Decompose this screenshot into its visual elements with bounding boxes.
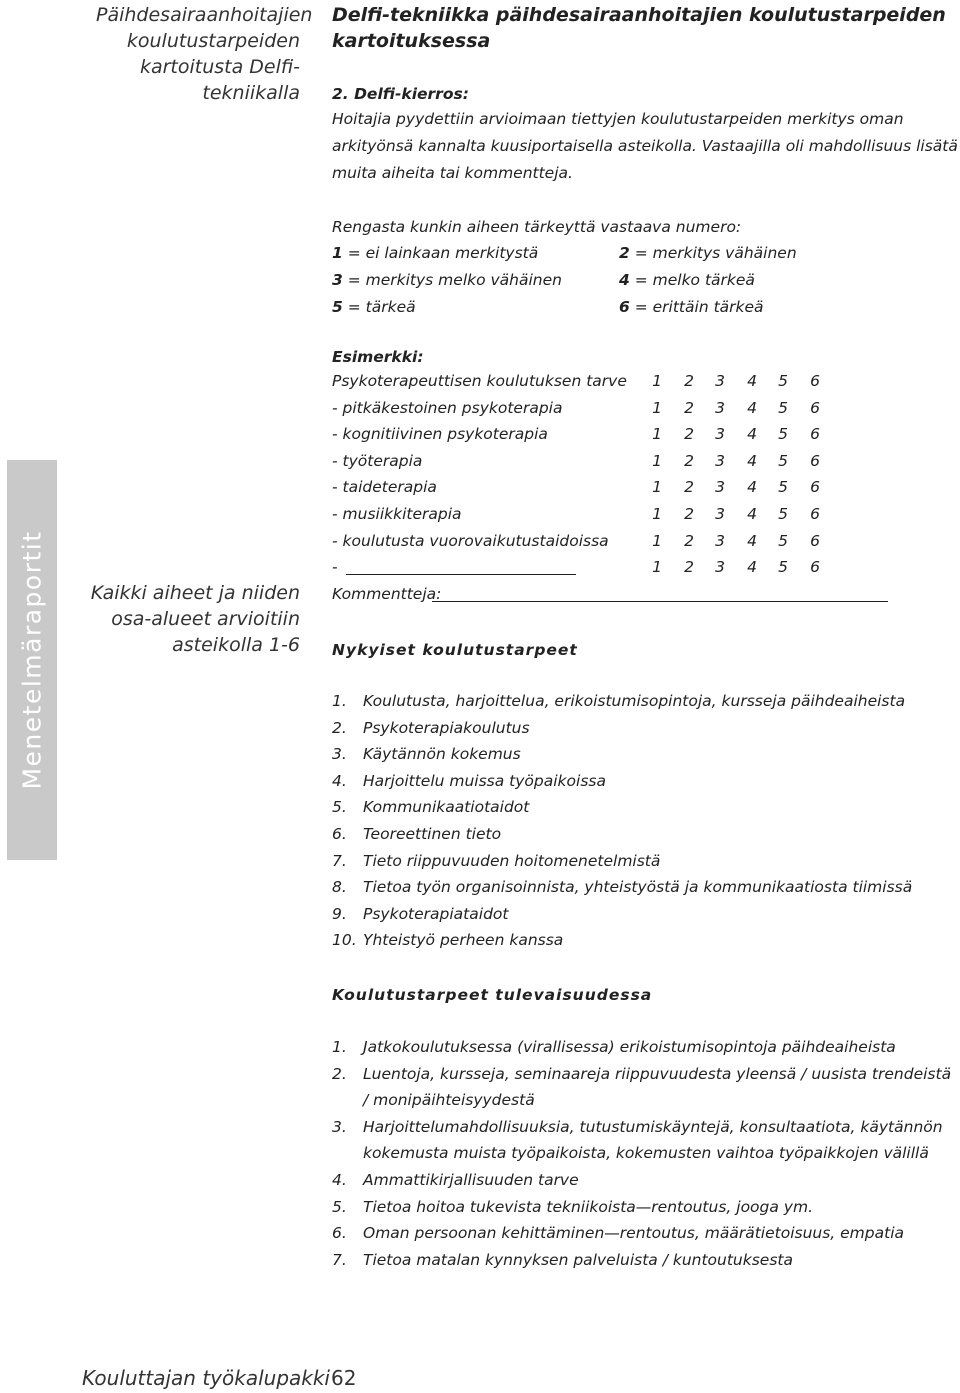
list-text: Jatkokoulutuksessa (virallisessa) erikoistumisopintoja päihdeaiheista	[363, 1038, 896, 1056]
example-row-label: - työterapia	[332, 451, 423, 470]
comment-row	[332, 585, 958, 612]
list-text: Tieto riippuvuuden hoitomenetelmistä	[363, 851, 661, 870]
rating-option[interactable]: 6	[810, 398, 820, 417]
section-tab	[7, 460, 57, 860]
rating-option[interactable]: 3	[715, 504, 725, 523]
rating-option[interactable]: 2	[684, 425, 694, 444]
scale-num: 5	[332, 298, 343, 316]
future-need-item	[332, 1061, 958, 1114]
list-number: 4.	[332, 771, 347, 790]
rating-option[interactable]: 5	[778, 372, 788, 390]
rating-option[interactable]: 1	[652, 504, 662, 523]
rating-option[interactable]: 6	[810, 425, 820, 444]
future-needs-heading: Koulutustarpeet tulevaisuudessa	[332, 986, 653, 1004]
current-need-item	[332, 874, 958, 901]
list-text: Harjoittelu muissa työpaikoissa	[363, 771, 606, 790]
rating-option[interactable]: 6	[810, 372, 820, 390]
list-text: Luentoja, kursseja, seminaareja riippuvuudesta yleensä / uusista trendeistä / monipäihteisyydestä	[363, 1064, 952, 1110]
current-need-item	[332, 901, 958, 928]
list-number: 5.	[332, 1197, 347, 1216]
future-need-item	[332, 1034, 958, 1061]
list-number: 10.	[332, 931, 357, 950]
future-need-item	[332, 1167, 958, 1194]
current-need-item	[332, 688, 958, 715]
list-text: Kommunikaatiotaidot	[363, 798, 530, 817]
example-row	[332, 372, 958, 399]
current-need-item	[332, 821, 958, 848]
rating-option[interactable]: 3	[715, 558, 725, 577]
current-need-item	[332, 768, 958, 795]
rating-option[interactable]: 1	[652, 478, 662, 497]
scale-text: = ei lainkaan merkitystä	[342, 244, 539, 262]
list-text: Teoreettinen tieto	[363, 824, 502, 843]
scale-text: = melko tärkeä	[629, 271, 755, 289]
rating-option[interactable]: 2	[684, 478, 694, 497]
rating-option[interactable]: 3	[715, 398, 725, 417]
comment-field[interactable]	[432, 587, 888, 602]
scale-text: = erittäin tärkeä	[629, 298, 764, 316]
list-text: Käytännön kokemus	[363, 745, 521, 764]
example-row	[332, 532, 958, 559]
example-row	[332, 478, 958, 505]
example-row	[332, 425, 958, 452]
list-number: 8.	[332, 878, 347, 897]
rating-option[interactable]: 2	[684, 451, 694, 470]
example-row-label: - musiikkiterapia	[332, 504, 462, 523]
rating-option[interactable]: 3	[715, 425, 725, 444]
rating-option[interactable]: 3	[715, 478, 725, 497]
instruction-block	[332, 214, 958, 321]
list-text: Harjoittelumahdollisuuksia, tutustumiskäyntejä, konsultaatiota, käytännön kokemusta muista työpaikoista, kokemusten vaihtoa työpaikkojen välillä	[363, 1117, 943, 1163]
list-number: 7.	[332, 1250, 347, 1269]
rating-option[interactable]: 2	[684, 558, 694, 577]
current-need-item	[332, 741, 958, 768]
list-number: 5.	[332, 798, 347, 817]
rating-option[interactable]: 2	[684, 531, 694, 550]
rating-option[interactable]: 6	[810, 531, 820, 550]
example-list	[332, 372, 958, 611]
fill-in-line[interactable]	[346, 560, 576, 575]
rating-option[interactable]: 4	[747, 425, 757, 444]
rating-option[interactable]: 6	[810, 478, 820, 497]
current-need-item	[332, 794, 958, 821]
list-number: 1.	[332, 692, 347, 710]
rating-option[interactable]: 5	[778, 425, 788, 444]
rating-option[interactable]: 2	[684, 398, 694, 417]
rating-option[interactable]: 5	[778, 558, 788, 577]
example-row	[332, 505, 958, 532]
future-needs-list	[332, 1034, 958, 1273]
scale-num: 2	[619, 244, 630, 262]
example-row	[332, 452, 958, 479]
rating-option[interactable]: 4	[747, 531, 757, 550]
rating-option[interactable]: 4	[747, 398, 757, 417]
list-text: Psykoterapiataidot	[363, 904, 509, 923]
section-tab-label: Menetelmäraportit	[17, 530, 47, 790]
future-need-item	[332, 1220, 958, 1247]
scale-num: 6	[619, 298, 630, 316]
rating-option[interactable]: 1	[652, 425, 662, 444]
list-text: Psykoterapiakoulutus	[363, 718, 530, 737]
rating-option[interactable]: 1	[652, 398, 662, 417]
rating-option[interactable]: 3	[715, 531, 725, 550]
scale-text: = merkitys vähäinen	[629, 244, 797, 262]
scale-num: 1	[332, 244, 343, 262]
example-heading: Esimerkki:	[332, 348, 424, 366]
example-row-label: - koulutusta vuorovaikutustaidoissa	[332, 531, 609, 550]
list-number: 4.	[332, 1170, 347, 1189]
example-row-label: - pitkäkestoinen psykoterapia	[332, 398, 563, 417]
rating-option[interactable]: 5	[778, 451, 788, 470]
current-needs-heading: Nykyiset koulutustarpeet	[332, 641, 578, 659]
rating-option[interactable]: 5	[778, 531, 788, 550]
comment-label: Kommentteja:	[332, 584, 442, 603]
page-title: Delfi-tekniikka päihdesairaanhoitajien koulutustarpeiden kartoituksessa	[332, 4, 946, 52]
example-row	[332, 399, 958, 426]
example-row-label: - taideterapia	[332, 478, 437, 497]
current-needs-list	[332, 688, 958, 954]
example-row-label: Psykoterapeuttisen koulutuksen tarve	[332, 372, 627, 390]
list-text: Tietoa hoitoa tukevista tekniikoista—rentoutus, jooga ym.	[363, 1197, 813, 1216]
rating-option[interactable]: 4	[747, 478, 757, 497]
list-number: 9.	[332, 904, 347, 923]
list-number: 2.	[332, 1064, 347, 1083]
example-row	[332, 558, 958, 585]
scale-legend	[332, 240, 958, 321]
list-text: Yhteistyö perheen kanssa	[363, 931, 564, 950]
list-text: Tietoa matalan kynnyksen palveluista / kuntoutuksesta	[363, 1250, 793, 1269]
current-need-item	[332, 715, 958, 742]
rating-option[interactable]: 4	[747, 504, 757, 523]
future-needs-section	[332, 982, 958, 1273]
current-need-item	[332, 848, 958, 875]
current-need-item	[332, 927, 958, 954]
rating-option[interactable]: 3	[715, 372, 725, 390]
rating-option[interactable]: 1	[652, 531, 662, 550]
list-text: Ammattikirjallisuuden tarve	[363, 1170, 579, 1189]
future-need-item	[332, 1247, 958, 1274]
list-number: 1.	[332, 1038, 347, 1056]
rating-option[interactable]: 1	[652, 558, 662, 577]
rating-option[interactable]: 5	[778, 398, 788, 417]
scale-text: = merkitys melko vähäinen	[342, 271, 562, 289]
example-row-label: -	[332, 558, 338, 577]
rating-option[interactable]: 6	[810, 504, 820, 523]
instruction-text: Rengasta kunkin aiheen tärkeyttä vastaava numero:	[332, 218, 742, 236]
list-text: Oman persoonan kehittäminen—rentoutus, määrätietoisuus, empatia	[363, 1224, 905, 1243]
future-need-item	[332, 1114, 958, 1167]
list-number: 3.	[332, 1117, 347, 1136]
round-label: 2. Delfi-kierros:	[332, 85, 469, 103]
list-text: Koulutusta, harjoittelua, erikoistumisopintoja, kursseja päihdeaiheista	[363, 692, 906, 710]
rating-option[interactable]: 4	[747, 558, 757, 577]
rating-option[interactable]: 6	[810, 451, 820, 470]
list-number: 6.	[332, 1224, 347, 1243]
rating-option[interactable]: 4	[747, 451, 757, 470]
scale-num: 3	[332, 271, 343, 289]
round-description: Hoitajia pyydettiin arvioimaan tiettyjen koulutustarpeiden merkitys oman arkityönsä kannalta kuusiportaisella asteikolla. Vastaajilla oli mahdollisuus lisätä muita aiheita tai kommentteja.	[332, 110, 958, 182]
scale-num: 4	[619, 271, 630, 289]
side-note-scale: Kaikki aiheet ja niiden osa-alueet arvioitiin asteikolla 1-6	[90, 582, 300, 656]
rating-option[interactable]: 6	[810, 558, 820, 577]
rating-option[interactable]: 2	[684, 372, 694, 390]
side-note-title: Päihdesairaanhoitajien koulutustarpeiden kartoitusta Delfi-tekniikalla	[96, 4, 313, 104]
list-number: 6.	[332, 824, 347, 843]
future-need-item	[332, 1194, 958, 1221]
list-number: 2.	[332, 718, 347, 737]
rating-option[interactable]: 3	[715, 451, 725, 470]
rating-option[interactable]: 5	[778, 504, 788, 523]
list-number: 7.	[332, 851, 347, 870]
scale-text: = tärkeä	[342, 298, 416, 316]
rating-option[interactable]: 5	[778, 478, 788, 497]
rating-option[interactable]: 1	[652, 372, 662, 390]
list-text: Tietoa työn organisoinnista, yhteistyöstä ja kommunikaatiosta tiimissä	[363, 878, 913, 897]
page-number: 62	[331, 1366, 357, 1390]
rating-option[interactable]: 2	[684, 504, 694, 523]
current-needs-section	[332, 637, 958, 954]
example-row-label: - kognitiivinen psykoterapia	[332, 425, 548, 444]
rating-option[interactable]: 1	[652, 451, 662, 470]
footer-book-title: Kouluttajan työkalupakki	[82, 1366, 330, 1390]
rating-option[interactable]: 4	[747, 372, 757, 390]
list-number: 3.	[332, 745, 347, 764]
